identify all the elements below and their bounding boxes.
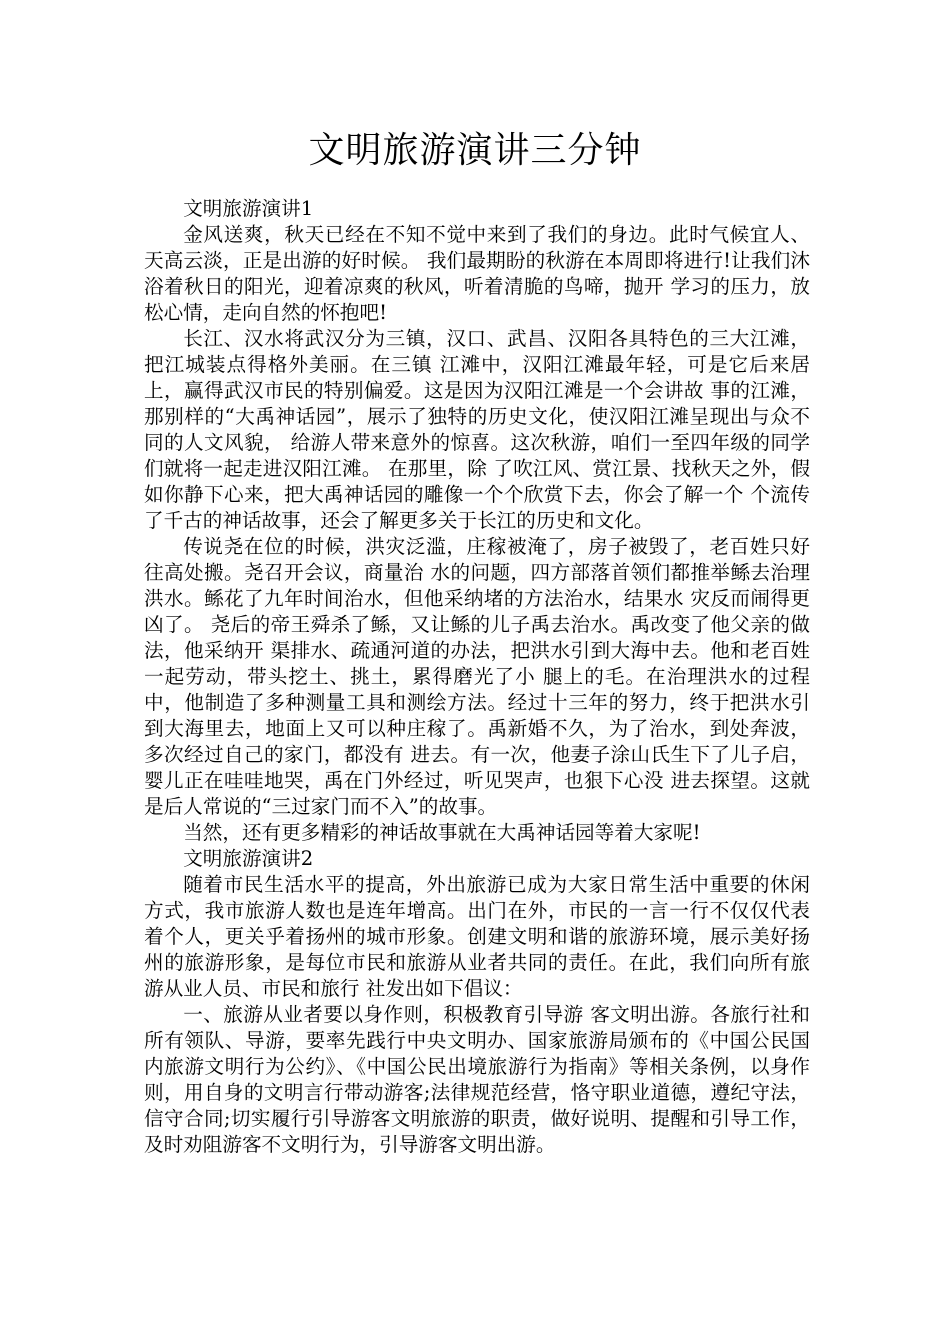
page-title: 文明旅游演讲三分钟: [308, 130, 642, 171]
document-body: [144, 196, 810, 1158]
section-heading-1: 文明旅游演讲1: [183, 197, 314, 220]
paragraph: 传说尧在位的时候，洪灾泛滥，庄稼被淹了，房子被毁了，老百姓只好往高处搬。尧召开会议，商量治 水的问题，四方部落首领们都推举鲧去治理洪水。鲧花了九年时间治水，但他采纳堵的方法治水，结果水 灾反而闹得更凶了。 尧后的帝王舜杀了鲧，又让鲧的儿子禹去治水。禹改变了他父亲的做法，他采纳开 渠排水、疏通河道的办法，把洪水引到大海中去。他和老百姓一起劳动，带头挖土、挑土，累得磨光了小 腿上的毛。在治理洪水的过程中，他制造了多种测量工具和测绘方法。经过十三年的努力，终于把洪水引 到大海里去，地面上又可以种庄稼了。禹新婚不久，为了治水，到处奔波，多次经过自己的家门，都没有 进去。有一次，他妻子涂山氏生下了儿子启，婴儿正在哇哇地哭，禹在门外经过，听见哭声，也狠下心没 进去探望。这就是后人常说的“三过家门而不入”的故事。: [144, 535, 810, 818]
paragraph: 长江、汉水将武汉分为三镇，汉口、武昌、汉阳各具特色的三大江滩，把江城装点得格外美丽。在三镇 江滩中，汉阳江滩最年轻，可是它后来居上，赢得武汉市民的特别偏爱。这是因为汉阳江滩是一个会讲故 事的江滩，那别样的“大禹神话园”，展示了独特的历史文化，使汉阳江滩呈现出与众不同的人文风貌， 给游人带来意外的惊喜。这次秋游，咱们一至四年级的同学们就将一起走进汉阳江滩。 在那里，除 了吹江风、赏江景、找秋天之外，假如你静下心来，把大禹神话园的雕像一个个欣赏下去，你会了解一个 个流传了千古的神话故事，还会了解更多关于长江的历史和文化。: [144, 327, 810, 532]
paragraph: 当然，还有更多精彩的神话故事就在大禹神话园等着大家呢!: [183, 821, 701, 844]
section-heading-2: 文明旅游演讲2: [183, 847, 314, 870]
paragraph: 一、旅游从业者要以身作则，积极教育引导游 客文明出游。各旅行社和所有领队、导游，要率先践行中央文明办、国家旅游局颁布的《中国公民国内旅游文明行为公约》、《中国公民出境旅游行为指南》等相关条例，以身作则，用自身的文明言行带动游客;法律规范经营，恪守职业道德，遵纪守法，信守合同;切实履行引导游客文明旅游的职责，做好说明、提醒和引导工作，及时劝阻游客不文明行为，引导游客文明出游。: [144, 1003, 810, 1156]
paragraph: 金风送爽，秋天已经在不知不觉中来到了我们的身边。此时气候宜人、天高云淡，正是出游的好时候。 我们最期盼的秋游在本周即将进行!让我们沐浴着秋日的阳光，迎着凉爽的秋风，听着清脆的鸟啼，抛开 学习的压力，放松心情，走向自然的怀抱吧!: [144, 223, 810, 324]
paragraph: 随着市民生活水平的提高，外出旅游已成为大家日常生活中重要的休闲方式，我市旅游人数也是连年增高。出门在外，市民的一言一行不仅仅代表着个人，更关乎着扬州的城市形象。创建文明和谐的旅游环境，展示美好扬州的旅游形象，是每位市民和旅游从业者共同的责任。在此，我们向所有旅游从业人员、市民和旅行 社发出如下倡议：: [144, 873, 810, 1000]
